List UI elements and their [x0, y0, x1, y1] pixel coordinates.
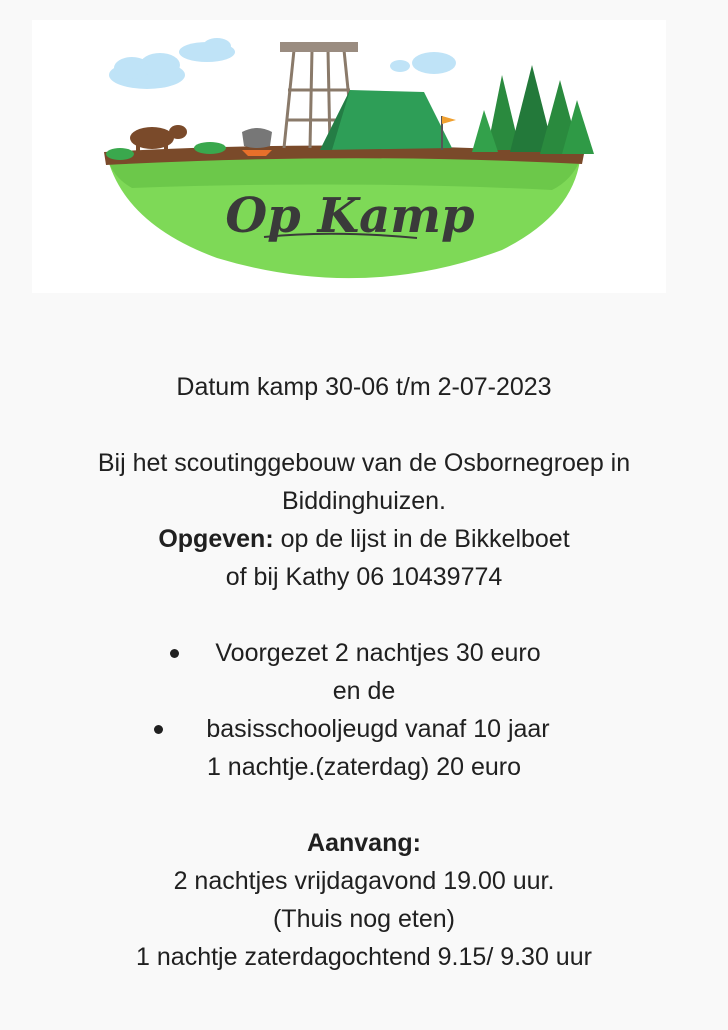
header-image — [32, 20, 666, 293]
cloud-icon — [179, 38, 235, 62]
list-item — [0, 634, 728, 672]
location-line: Bij het scoutinggebouw van de Osbornegroep in — [97, 449, 631, 477]
cloud-icon — [390, 52, 456, 74]
watchtower-roof — [280, 42, 358, 52]
start-line: 1 nachtje zaterdagochtend 9.15/ 9.30 uur — [136, 943, 592, 971]
bullet-icon — [154, 725, 163, 734]
signup-text: op de lijst in de Bikkelboet — [273, 525, 570, 553]
pine-trees-icon — [472, 65, 594, 154]
cloud-icon — [109, 53, 185, 89]
tent-icon — [320, 90, 452, 150]
signup-contact: of bij Kathy 06 10439774 — [225, 563, 503, 591]
campfire-pot-icon — [242, 128, 272, 156]
location-line: Biddinghuizen. — [281, 487, 446, 515]
logo-text: Op Kamp — [225, 188, 475, 244]
start-heading: Aanvang: — [307, 829, 421, 857]
signup-line — [0, 520, 728, 558]
camp-info — [0, 368, 728, 976]
bullet-continuation: 1 nachtje.(zaterdag) 20 euro — [206, 753, 522, 781]
start-line: (Thuis nog eten) — [272, 905, 456, 933]
bullet-text: basisschooljeugd vanaf 10 jaar — [206, 715, 550, 743]
start-line: 2 nachtjes vrijdagavond 19.00 uur. — [173, 867, 555, 895]
bullet-text: Voorgezet 2 nachtjes 30 euro — [215, 639, 541, 667]
connector-text: en de — [332, 677, 396, 705]
bullet-icon — [170, 649, 179, 658]
signup-label: Opgeven: — [158, 525, 274, 553]
list-item — [0, 710, 728, 748]
camp-date: Datum kamp 30-06 t/m 2-07-2023 — [176, 373, 552, 401]
